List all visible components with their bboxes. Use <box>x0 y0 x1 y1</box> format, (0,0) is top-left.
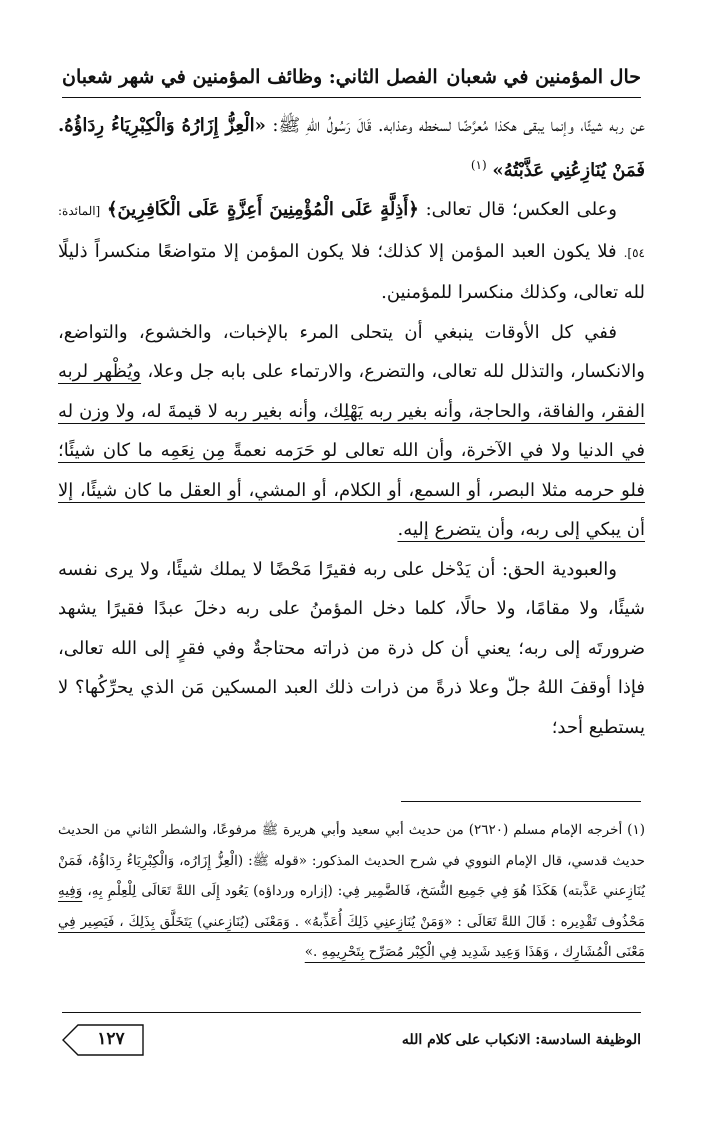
page-number-box <box>62 1024 144 1056</box>
footnote-underlined: وَفِيهِ مَحْذُوف تَقْدِيره : قَالَ اللهَّ تَعَالَى : «وَمَنْ يُنَازِعنِي ذَلِكَ أُعَذِّبهُ» . وَمَعْنَى (يُنَازِعني) يَتَخَلَّق بِذَلِكَ ، فَيَصِير فِي مَعْنَى الْمُشَارِك ، وَهَذَا وَعِيد شَدِيد فِي الْكِبْر مُصَرِّح بِتَحْرِيمِهِ .» <box>58 883 645 960</box>
footnote-marker[interactable]: (١) <box>470 157 487 172</box>
header-book-title: حال المؤمنين في شعبان <box>446 66 641 88</box>
footnote-1 <box>58 815 645 968</box>
verse-reference: [المائدة: ٥٤]. <box>58 204 645 260</box>
footnote <box>58 815 645 968</box>
footnote-separator <box>401 801 641 802</box>
paragraph-4-text: والعبودية الحق: أن يَدْخل على ربه فقيرًا مَحْضًا لا يملك شيئًا، ولا يرى نفسه شيئًا، ولا مقامًا، ولا حالًا، كلما دخل المؤمنُ على ربه دخلَ عبدًا فقيرًا يشهد ضرورتَه إلى ربه؛ يعني أن كل ذرة من ذراته محتاجةٌ وفي فقرٍ إلى الله تعالى، فإذا أوقفَ اللهُ جلّ وعلا ذرةً من ذرات ذلك العبد المسكين مَن الذي يحرِّكُها؟ لا يستطيع أحد؛ <box>58 558 645 738</box>
paragraph-2-text: فلا يكون العبد المؤمن إلا كذلك؛ فلا يكون المؤمن إلا متواضعًا منكسراً ذليلًا لله تعالى، وكذلك منكسرا للمؤمنين. <box>58 240 645 303</box>
footer-rule <box>62 1012 641 1013</box>
header-rule <box>62 97 641 98</box>
header-chapter-title: الفصل الثاني: وظائف المؤمنين في شهر شعبان <box>62 66 438 88</box>
main-text <box>58 106 645 747</box>
footnote-text: (١) أخرجه الإمام مسلم (٢٦٢٠) من حديث أبي سعيد وأبي هريرة ﷺ مرفوعًا، والشطر الثاني من الحديث حديث قدسي، قال الإمام النووي في شرح الحديث المذكور: «قوله ﷺ: (الْعِزُّ إِزَارُه، وَالْكِبْرِيَاءُ رِدَاؤُهُ، فَمَنْ يُنَازِعني عَذَّبته) هَكَذَا هُوَ فِي جَمِيع النُّسَخ، فَالضَّمِير فِي: (إزاره ورداؤه) يَعُود إِلَى اللهَّ تَعَالَى لِلْعِلْمِ بِهِ، <box>58 822 645 899</box>
hadith-quote: «الْعِزُّ إِزَارُهُ وَالْكِبْرِيَاءُ رِدَاؤُهُ. فَمَنْ يُنَازِعُنِي عَذَّبْتُهُ» <box>58 115 645 181</box>
paragraph-2-intro: وعلى العكس؛ قال تعالى: <box>425 199 617 220</box>
underlined-passage: ويُظْهر لربه الفقر، والفاقة، والحاجة، وأنه بغير ربه يَهْلِك، وأنه بغير ربه لا قيمةَ له، ولا وزن له في الدنيا ولا في الآخرة، وأن الله تعالى لو حَرَمه نعمةً مِن نِعَمِه ما كان شيئًا؛ فلو حرمه مثلا البصر، أو السمع، أو الكلام، أو المشي، أو العقل ما كان شيئًا، إلا أن يبكي إلى ربه، وأن يتضرع إليه. <box>58 361 645 540</box>
page-footer <box>62 1020 641 1060</box>
page-number: ١٢٧ <box>97 1029 125 1049</box>
quran-verse: ﴿أَذِلَّةٍ عَلَى الْمُؤْمِنِينَ أَعِزَّةٍ عَلَى الْكَافِرِينَ﴾ <box>107 199 419 220</box>
running-header <box>62 58 641 96</box>
paragraph-3 <box>58 313 645 550</box>
paragraph-2 <box>58 190 645 313</box>
paragraph-1-text: عن ربه شيئًا، وإنما يبقى هكذا مُعرَّضًا لسخطه وعذابه. قَالَ رَسُولُ اللهِ ﷺ: <box>272 115 645 136</box>
paragraph-4 <box>58 550 645 748</box>
paragraph-1 <box>58 106 645 190</box>
paragraph-3-text: ففي كل الأوقات ينبغي أن يتحلى المرء بالإخبات، والخشوع، والتواضع، والانكسار، والتذلل لله تعالى، والتضرع، والارتماء على بابه جل وعلا، <box>58 321 645 382</box>
footer-section-title: الوظيفة السادسة: الانكباب على كلام الله <box>401 1032 641 1048</box>
